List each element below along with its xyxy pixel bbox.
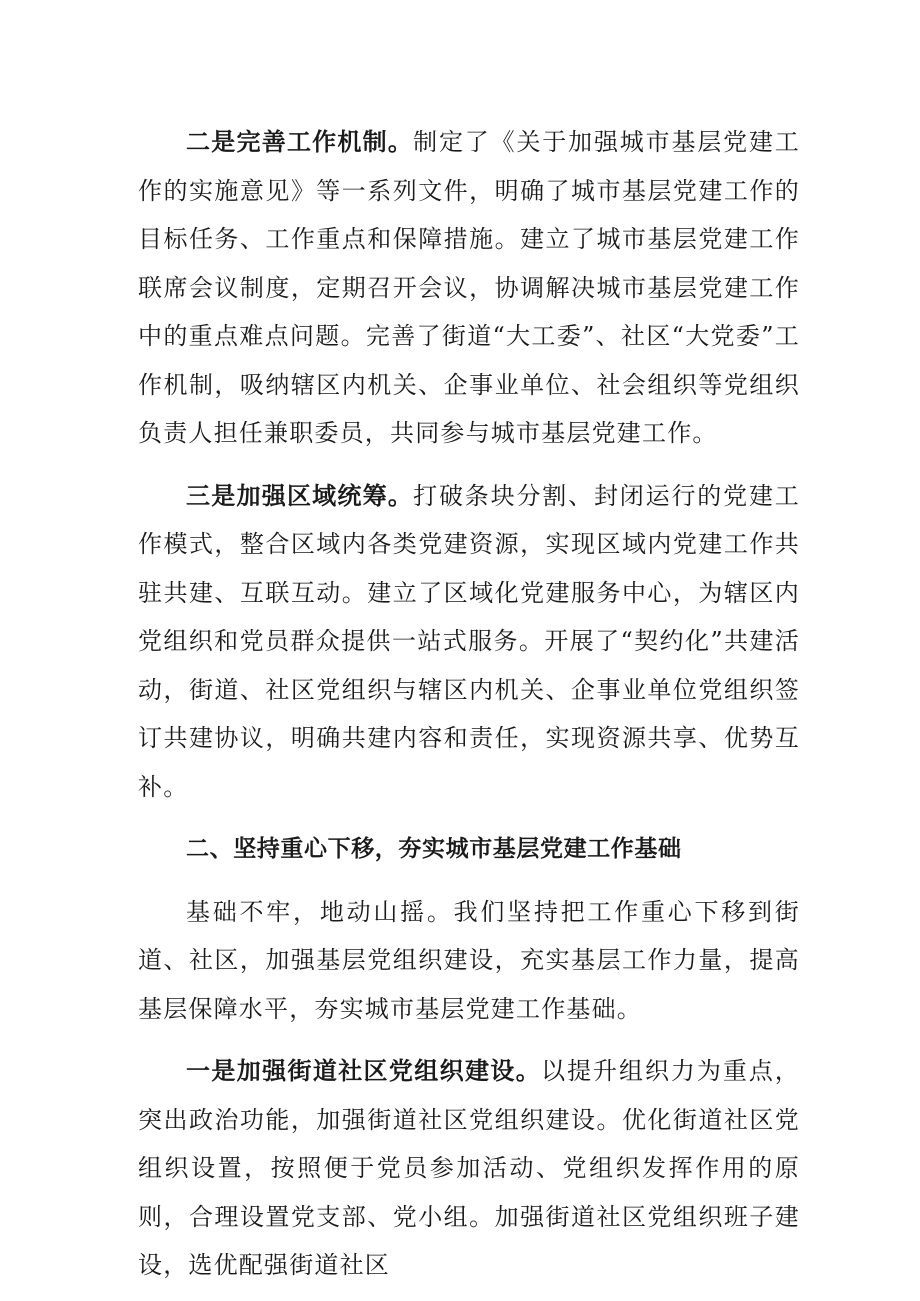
paragraph-street-community — [138, 1047, 800, 1290]
paragraph-text: 以提升组织力为重点，突出政治功能，加强街道社区党组织建设。优化街道社区党组织设置，按照便于党员参加活动、党组织发挥作用的原则，合理设置党支部、党小组。加强街道社区党组织班子建设，选优配强街道社区 — [138, 1057, 800, 1279]
paragraph-lead: 一是加强街道社区党组织建设。 — [186, 1057, 542, 1085]
paragraph-text: 制定了《关于加强城市基层党建工作的实施意见》等一系列文件，明确了城市基层党建工作的目标任务、工作重点和保障措施。建立了城市基层党建工作联席会议制度，定期召开会议，协调解决城市基层党建工作中的重点难点问题。完善了街道“大工委”、社区“大党委”工作机制，吸纳辖区内机关、企事业单位、社会组织等党组织负责人担任兼职委员，共同参与城市基层党建工作。 — [138, 128, 801, 447]
paragraph-lead: 三是加强区域统筹。 — [186, 481, 414, 510]
document-body — [138, 118, 800, 1290]
paragraph-text: 基础不牢，地动山摇。我们坚持把工作重心下移到街道、社区，加强基层党组织建设，充实基层工作力量，提高基层保障水平，夯实城市基层党建工作基础。 — [138, 897, 800, 1023]
paragraph-improve-mechanism — [138, 118, 800, 458]
section-heading: 二、坚持重心下移，夯实城市基层党建工作基础 — [186, 836, 682, 862]
paragraph-foundation — [138, 888, 800, 1034]
paragraph-regional-coordination — [138, 472, 800, 812]
paragraph-lead: 二是完善工作机制。 — [186, 128, 414, 156]
paragraph-text: 打破条块分割、封闭运行的党建工作模式，整合区域内各类党建资源，实现区域内党建工作共驻共建、互联互动。建立了区域化党建服务中心，为辖区内党组织和党员群众提供一站式服务。开展了“契约化”共建活动，街道、社区党组织与辖区内机关、企事业单位党组织签订共建协议，明确共建内容和责任，实现资源共享、优势互补。 — [138, 481, 801, 801]
